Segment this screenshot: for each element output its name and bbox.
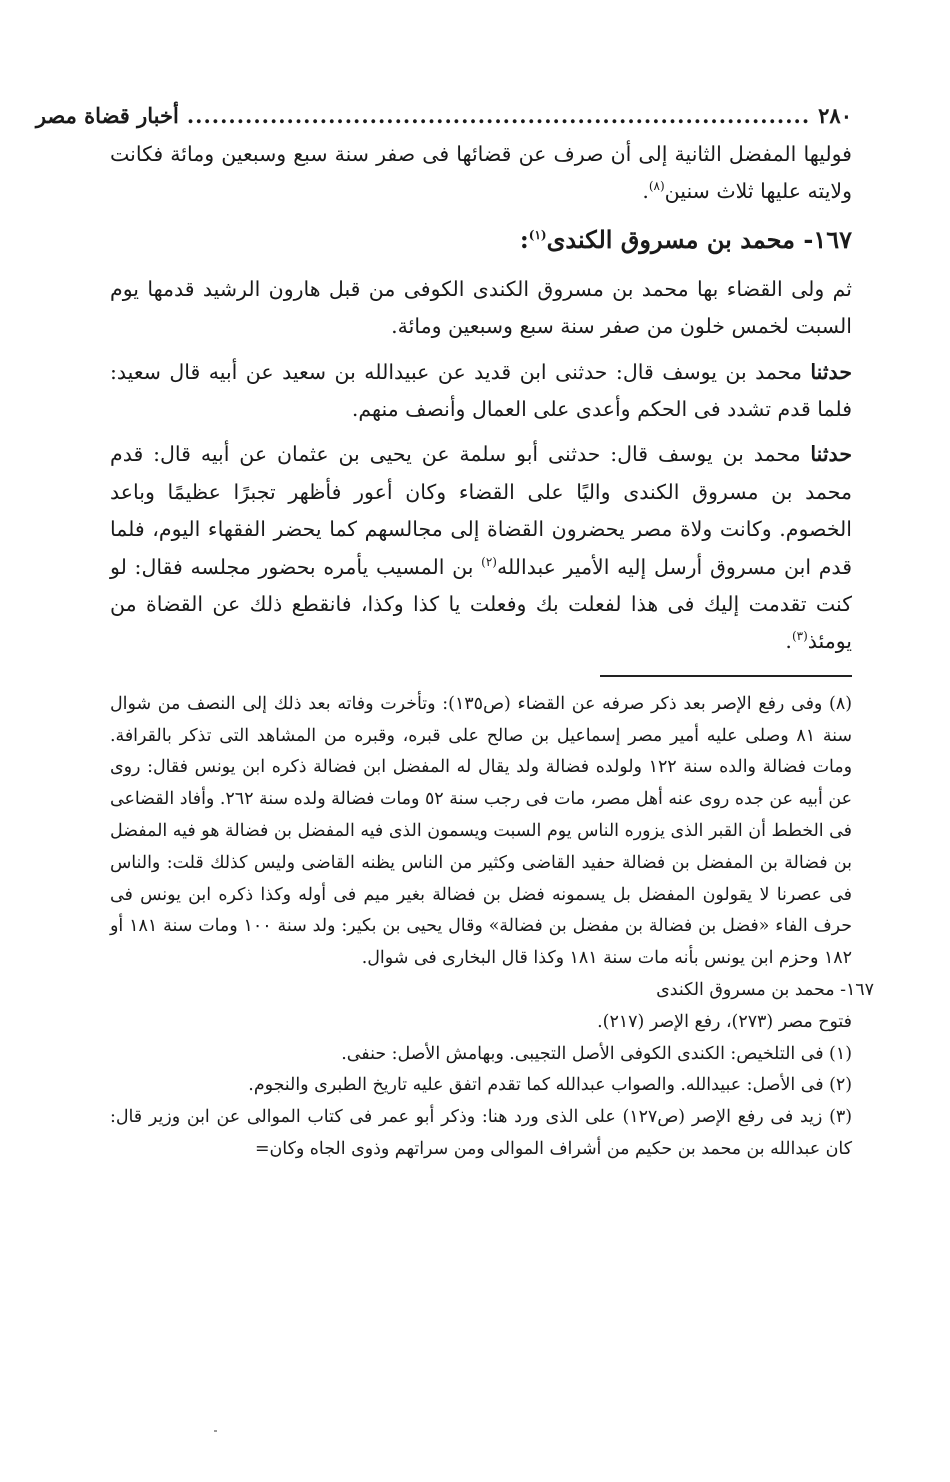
footnote-8: (٨) وفى رفع الإصر بعد ذكر صرفه عن القضاء (ص١٣٥): وتأخرت وفاته بعد ذلك إلى النصف من شوال سنة ٨١ وصلى عليه أمير مصر إسماعيل بن صالح على قبره، وقبره من المشاهد التى تذكر بالقرافة. ومات فضالة والده سنة ١٢٢ ولولده فضالة ولد يقال له المفضل ابن فضالة ذكره ابن يونس فقال: روى عن أبيه عن جده روى عنه أهل مصر، مات فى رجب سنة ٥٢ ومات فضالة ولده سنة ٢٦٢. وأفاد القضاعى فى الخطط أن القبر الذى يزوره الناس يوم السبت ويسمون الذى فيه المفضل بن فضالة هو فيه المفضل بن فضالة بن المفضل بن فضالة حفيد القاضى وكثير من الناس يظنه القاضى وليس كذلك قلت: والناس فى عصرنا لا يقولون المفضل بل يسمونه فضل بن فضالة بغير ميم فى أوله وكذا ذكره ابن يونس فى حرف الفاء «فضل بن فضالة بن مفضل بن فضالة» وقال يحيى بن بكير: ولد سنة ١٠٠ ومات سنة ١٨١ أو ١٨٢ وحزم ابن يونس بأنه مات سنة ١٨١ وكذا قال البخارى فى شوال. bbox=[110, 693, 853, 969]
book-title: أخبار قضاة مصر bbox=[35, 103, 179, 128]
footnote-ref-1: (١) bbox=[528, 227, 547, 242]
section-heading-end: : bbox=[519, 224, 529, 254]
footnote-ref-3: (٣) bbox=[791, 629, 808, 644]
section-heading bbox=[110, 219, 852, 261]
paragraph-2-lead: حدثنا bbox=[810, 359, 852, 384]
paragraph-3-text-b: بن المسيب يأمره بحضور مجلسه فقال: لو كنت تقدمت إليك فى هذا لفعلت بك وفعلت يا كذا وكذا، فانقطع ذلك عن القضاة من يومئذ bbox=[110, 554, 852, 654]
main-text bbox=[110, 136, 852, 661]
paragraph-3-end: . bbox=[785, 629, 792, 654]
book-page bbox=[35, 96, 874, 1166]
page-number: ٢٨٠ bbox=[818, 103, 852, 128]
running-header bbox=[35, 96, 852, 136]
scan-speck bbox=[214, 1430, 217, 1432]
footnotes bbox=[110, 689, 874, 1166]
dot-leader: ........................................................................... bbox=[186, 103, 811, 128]
paragraph-3-text-a: محمد بن يوسف قال: حدثنى أبو سلمة عن يحيى بن عثمان عن أبيه قال: قدم محمد بن مسروق الكندى واليًا على القضاء وكان أعور فأظهر تجبرًا عظيمًا وباعد الخصوم. وكانت ولاة مصر يحضرون القضاة إلى مجالسهم كما يحضر الفقهاء اليوم، فلما قدم ابن مسروق أرسل إليه الأمير عبدالله bbox=[110, 442, 852, 579]
footnote-3: (٣) زيد فى رفع الإصر (ص١٢٧) على الذى ورد هنا: وذكر أبو عمر فى كتاب الموالى عن ابن وزير قال: كان عبدالله بن محمد بن حكيم من أشراف الموالى ومن سراتهم وذوى الجاه وكان= bbox=[110, 1107, 852, 1160]
footnote-2: (٢) فى الأصل: عبيدالله. والصواب عبدالله كما تقدم اتفق عليه تاريخ الطبرى والنجوم. bbox=[248, 1075, 852, 1096]
footnote-entry-title: ١٦٧- محمد بن مسروق الكندى bbox=[656, 980, 874, 1001]
paragraph-2 bbox=[110, 354, 852, 429]
continuation-paragraph bbox=[110, 136, 852, 211]
continuation-text: فوليها المفضل الثانية إلى أن صرف عن قضائها فى صفر سنة سبع وسبعين ومائة فكانت ولايته عليها ثلاث سنين bbox=[110, 142, 852, 204]
footnote-ref-8: (٨) bbox=[648, 179, 665, 194]
paragraph-3 bbox=[110, 436, 852, 660]
footnote-divider bbox=[600, 675, 852, 677]
paragraph-2-text: محمد بن يوسف قال: حدثنى ابن قديد عن عبيدالله بن سعيد عن أبيه قال سعيد: فلما قدم تشدد فى الحكم وأعدى على العمال وأنصف منهم. bbox=[110, 359, 852, 422]
section-heading-text: ١٦٧- محمد بن مسروق الكندى bbox=[546, 224, 852, 254]
footnote-ref-2: (٢) bbox=[481, 554, 497, 569]
paragraph-3-lead: حدثنا bbox=[810, 442, 852, 467]
paragraph-1: ثم ولى القضاء بها محمد بن مسروق الكندى الكوفى من قبل هارون الرشيد قدمها يوم السبت لخمس خلون من صفر سنة سبع وسبعين ومائة. bbox=[110, 276, 852, 339]
continuation-end: . bbox=[642, 179, 649, 204]
footnote-1: (١) فى التلخيص: الكندى الكوفى الأصل التجيبى. وبهامش الأصل: حنفى. bbox=[341, 1043, 852, 1064]
footnote-sources: فتوح مصر (٢٧٣)، رفع الإصر (٢١٧). bbox=[597, 1011, 852, 1032]
